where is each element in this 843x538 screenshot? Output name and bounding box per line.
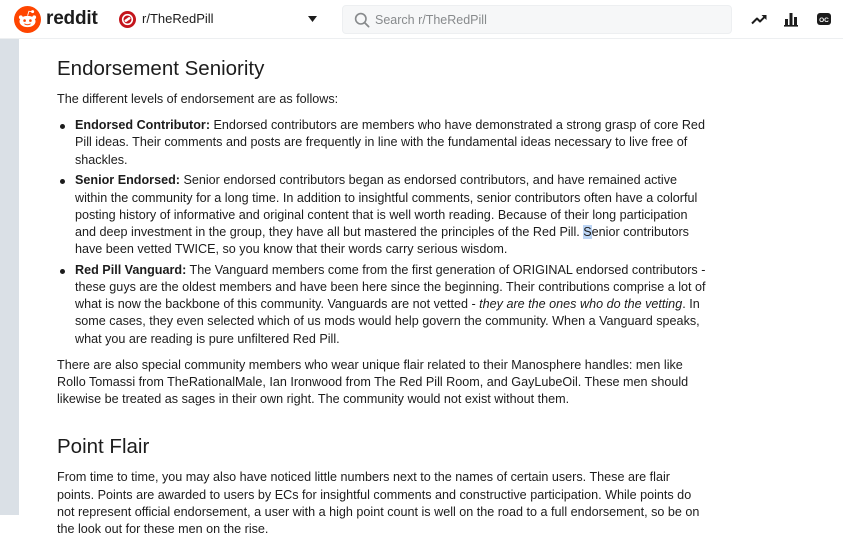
desc-senior-endorsed-part1: Senior endorsed contributors began as endorsed contributors, and have remained active within the community for a long time. In addition to insightful comments, senior contributors often have a colorful posting history of informative and original content that is well worth reading. Because of their long participation and deep investment in the group, they have all but mastered the principles of the Red Pill.: [75, 173, 698, 239]
bullet: [60, 269, 65, 274]
section-title-point-flair: Point Flair: [57, 435, 150, 459]
stats-icon[interactable]: [782, 10, 800, 28]
coins-icon[interactable]: [815, 10, 833, 28]
desc-senior-endorsed-part2: enior contributors have been vetted TWICE, so you know that their words carry serious wisdom.: [75, 224, 689, 257]
desc-vanguard-part1: The Vanguard members come from the first generation of ORIGINAL endorsed contributors - these guys are the oldest members and have been here since the beginning. Their contributions comprise a lot of what is now the backbone of this community. Vanguards are not vetted -: [75, 262, 706, 312]
intro-paragraph: The different levels of endorsement are as follows:: [57, 92, 339, 106]
desc-vanguard-italic: they are the ones who do the vetting: [479, 297, 683, 312]
community-switcher[interactable]: [110, 4, 326, 34]
desc-vanguard-part2: . In some cases, they even selected which of us mods would help govern the community. When a Vanguard speaks, what you are reading is pure unfiltered Red Pill.: [75, 297, 700, 346]
search-bar[interactable]: [342, 5, 732, 34]
svg-text:OC: OC: [819, 17, 829, 24]
point-flair-paragraph: From time to time, you may also have noticed little numbers next to the names of certain users. These are flair points. Points are awarded to users by ECs for insightful comments and constructive participation. While points do not represent official endorsement, a user with a high point count is well on the road to a full endorsement, so be on the look out for these men on the rise.: [57, 470, 700, 537]
bullet: [60, 124, 65, 129]
reddit-wordmark[interactable]: reddit: [46, 8, 98, 29]
section-title-endorsement-seniority: Endorsement Seniority: [57, 57, 265, 80]
search-icon: [354, 12, 370, 28]
endorsement-levels-list: [57, 117, 707, 348]
search-input[interactable]: [375, 10, 715, 30]
community-icon: [119, 11, 136, 28]
term-endorsed-contributor: Endorsed Contributor:: [75, 118, 211, 133]
text-selection-highlight: S: [583, 224, 592, 239]
bullet: [60, 179, 65, 184]
special-members-paragraph: There are also special community members who wear unique flair related to their Manosphere handles: men like Rollo Tomassi from TheRationalMale, Ian Ironwood from The Red Pill Room, and GayLubeOil. These men should likewise be treated as sages in their own right. The community would not exist without them.: [57, 357, 689, 407]
desc-endorsed-contributor: Endorsed contributors are members who have demonstrated a strong grasp of core Red Pill ideas. Their comments and posts are frequently in line with the fundamental ideas necessary to live free of shackles.: [75, 118, 705, 167]
top-header: [0, 0, 843, 39]
list-item-endorsed-contributor: [57, 117, 707, 169]
wiki-content: [19, 39, 843, 537]
reddit-logo-icon[interactable]: [14, 6, 41, 33]
left-gutter: [0, 39, 19, 515]
wiki-body: [57, 56, 707, 538]
trending-icon[interactable]: [750, 10, 768, 28]
term-red-pill-vanguard: Red Pill Vanguard:: [75, 262, 187, 277]
chevron-down-icon: [308, 16, 317, 22]
community-name: r/TheRedPill: [142, 11, 214, 26]
term-senior-endorsed: Senior Endorsed:: [75, 173, 180, 188]
list-item-red-pill-vanguard: [57, 262, 707, 348]
list-item-senior-endorsed: [57, 172, 707, 258]
